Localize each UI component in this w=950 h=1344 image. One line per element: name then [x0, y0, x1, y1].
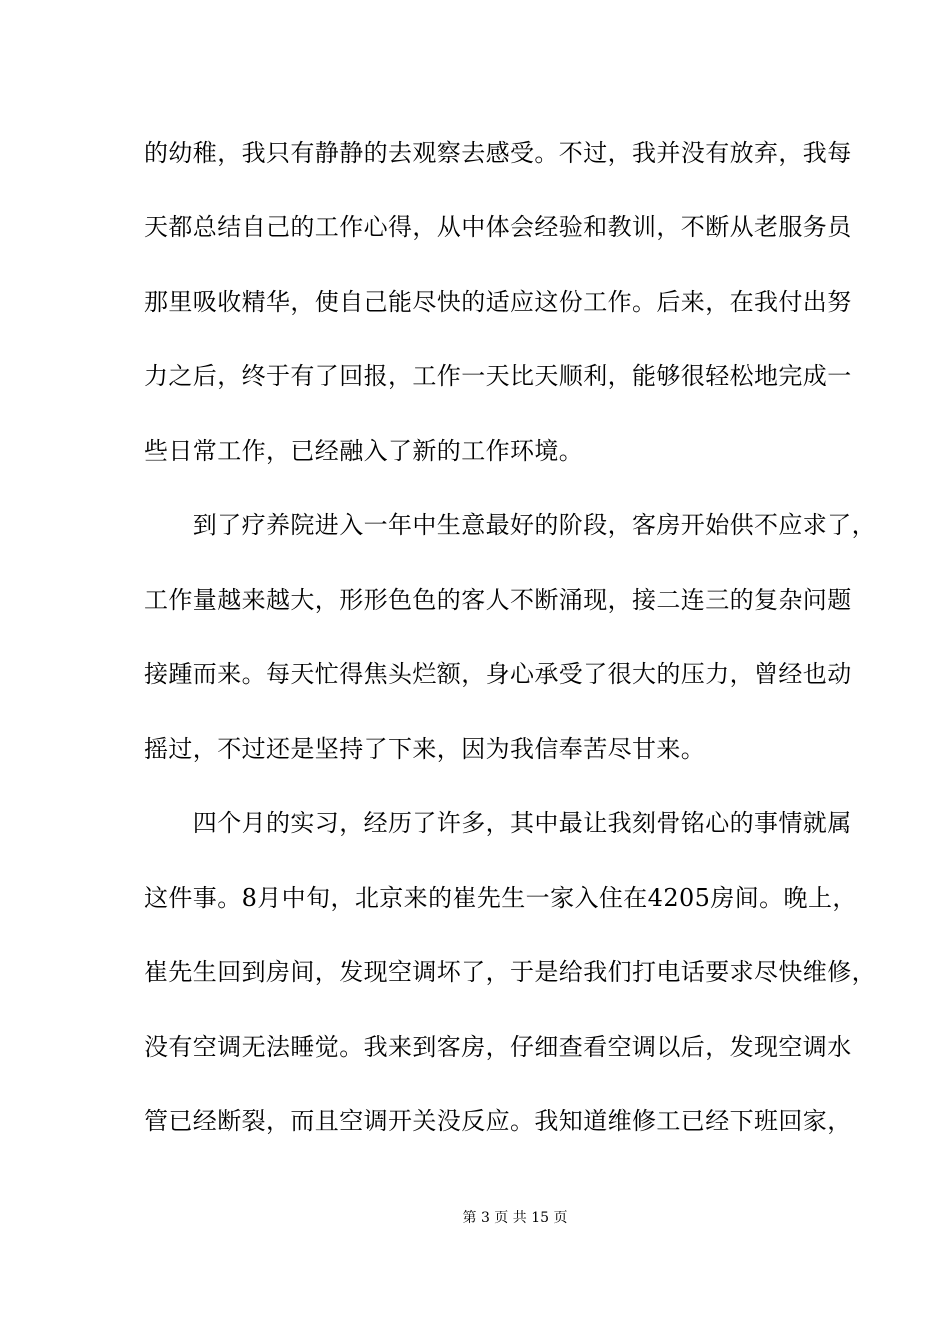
text-line-13: 没有空调无法睡觉。我来到客房，仔细查看空调以后，发现空调水	[144, 1033, 852, 1061]
text-line-7: 工作量越来越大，形形色色的客人不断涌现，接二连三的复杂问题	[144, 586, 852, 614]
text-line-11: 这件事。8月中旬，北京来的崔先生一家入住在4205房间。晚上，	[144, 884, 857, 912]
text-line-5: 些日常工作，已经融入了新的工作环境。	[144, 437, 584, 465]
text-line-3: 那里吸收精华，使自己能尽快的适应这份工作。后来，在我付出努	[144, 288, 852, 316]
text-line-12: 崔先生回到房间，发现空调坏了，于是给我们打电话要求尽快维修，	[144, 958, 876, 986]
text-line-2: 天都总结自己的工作心得，从中体会经验和教训，不断从老服务员	[144, 213, 852, 241]
text-line-10: 四个月的实习，经历了许多，其中最让我刻骨铭心的事情就属	[144, 809, 852, 837]
text-line-8: 接踵而来。每天忙得焦头烂额，身心承受了很大的压力，曾经也动	[144, 660, 852, 688]
text-line-4: 力之后，终于有了回报，工作一天比天顺利，能够很轻松地完成一	[144, 362, 852, 390]
text-line-6: 到了疗养院进入一年中生意最好的阶段，客房开始供不应求了，	[144, 511, 876, 539]
text-line-9: 摇过，不过还是坚持了下来，因为我信奉苦尽甘来。	[144, 735, 706, 763]
page-number-footer: 第 3 页 共 15 页	[462, 1210, 568, 1226]
text-line-14: 管已经断裂，而且空调开关没反应。我知道维修工已经下班回家，	[144, 1107, 852, 1135]
text-line-1: 的幼稚，我只有静静的去观察去感受。不过，我并没有放弃，我每	[144, 139, 852, 167]
